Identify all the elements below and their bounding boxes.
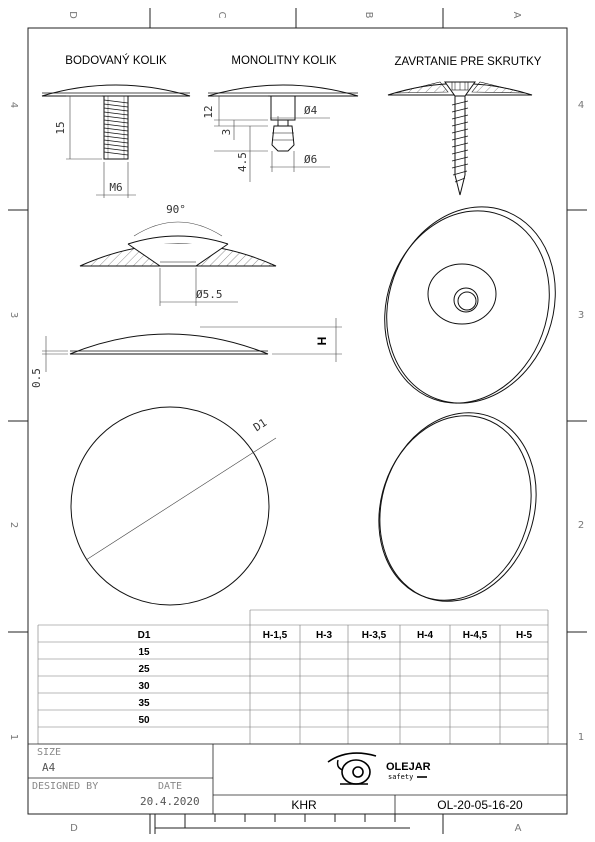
zone-bottom-d: D: [70, 823, 78, 834]
designed-by-label: DESIGNED BY: [32, 781, 99, 792]
size-label: SIZE: [37, 747, 62, 758]
iso-disc-with-hole: [358, 183, 585, 427]
size-value: A4: [42, 761, 56, 774]
zone-bottom-a: A: [514, 823, 522, 834]
dim-edge: 0.5: [30, 368, 43, 388]
designer-initials: KHR: [291, 798, 317, 812]
zone-top-b: B: [363, 11, 374, 19]
iso-disc-plain: [356, 392, 560, 622]
drawing-number: OL-20-05-16-20: [437, 798, 523, 812]
zone-left-2: 2: [8, 521, 19, 529]
date-label: DATE: [158, 781, 183, 792]
company-subtitle: safety: [388, 773, 414, 781]
table-header-d1: D1: [137, 630, 151, 641]
dim-mono-mid: 3: [220, 128, 233, 136]
company-logo: [328, 753, 431, 784]
table-row: 15: [138, 647, 150, 658]
zone-right-2: 2: [577, 520, 585, 531]
table-header-h35: H-3,5: [361, 630, 387, 641]
dim-diameter: D1: [250, 416, 270, 435]
dim-bodovany-length: 15: [54, 121, 67, 135]
table-row: 25: [138, 664, 150, 675]
date-value: 20.4.2020: [140, 795, 200, 808]
zone-left-1: 1: [8, 733, 19, 741]
profile-view: [42, 318, 342, 372]
table-header-h5: H-5: [515, 630, 533, 641]
plan-circle: [71, 407, 276, 605]
zavrtanie-view: [388, 82, 532, 195]
dim-bodovany-thread: M6: [109, 181, 123, 194]
zone-left-3: 3: [8, 311, 19, 319]
company-name: OLEJAR: [386, 761, 431, 773]
dim-countersink-angle: 90°: [166, 203, 186, 216]
table-header-h4: H-4: [416, 630, 434, 641]
bodovany-kolik-title: BODOVANÝ KOLIK: [65, 55, 167, 67]
dim-mono-top: 12: [202, 105, 215, 119]
zavrtanie-title: ZAVRTANIE PRE SKRUTKY: [394, 56, 542, 68]
zone-top-a: A: [511, 11, 522, 19]
zone-labels: [8, 11, 584, 834]
table-header-h15: H-1,5: [262, 630, 288, 641]
zone-left-4: 4: [8, 101, 19, 109]
table-header-h45: H-4,5: [462, 630, 488, 641]
zone-right-4: 4: [577, 100, 585, 111]
dim-height: H: [315, 336, 329, 346]
table-row: 50: [138, 715, 150, 726]
dim-mono-d-top: Ø4: [304, 104, 318, 117]
table-row: 35: [138, 698, 150, 709]
zone-top-d: D: [67, 11, 78, 19]
dim-hole-diameter: Ø5.5: [196, 288, 223, 301]
zone-right-3: 3: [577, 310, 585, 321]
table-row: 30: [138, 681, 150, 692]
dim-mono-d-low: Ø6: [304, 153, 318, 166]
table-header-h3: H-3: [315, 630, 333, 641]
table-header-row: [138, 630, 533, 641]
dim-mono-low: 4.5: [236, 152, 249, 172]
monolitny-kolik-title: MONOLITNY KOLIK: [231, 55, 337, 67]
countersink-section: [80, 222, 276, 306]
zone-top-c: C: [216, 11, 227, 19]
zone-right-1: 1: [577, 732, 585, 743]
